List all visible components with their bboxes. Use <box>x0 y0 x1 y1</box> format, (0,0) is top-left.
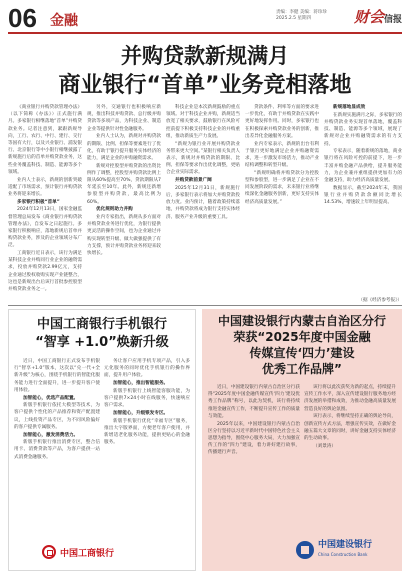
article-column-3 <box>166 104 240 294</box>
paragraph: 该行将以此次获奖为新的起点，持续提升宣传工作水平，深入宣传建设银行服务地方经济发展的举措和成效，为推动金融高质量发展营造良好的舆论氛围。 <box>304 385 396 412</box>
brand-sub: 信报 <box>383 15 402 25</box>
article-credit: （据《经济参考报》） <box>358 298 402 303</box>
main-headline-line1: 并购贷款新规满月 <box>121 44 289 68</box>
paragraph: 近日，中国建设银行内蒙古自治区分行获得“2025年度中国金融传媒宣传‘四力’建设优秀工作品牌”称号，以此为契机，该行将持续推进金融宣传工作，不断提升宣传工作的质量与效能。 <box>208 385 300 419</box>
paragraph: 业内人士表示，新规的创新突破适配了市场需求，预计银行并购贷款业务将迎来增长。 <box>8 177 82 197</box>
section-name: 金融 <box>50 13 78 29</box>
main-headline-line2: 商业银行“首单”业务竞相落地 <box>58 73 352 98</box>
paragraph: 新版手机银行上线智能客服功能，为客户提供7×24小时在线服务，快速响应客户需求。 <box>104 388 190 409</box>
paragraph: 科技企业是本次新规鼓励的重点领域。对于科技企业并购，新规适当放宽了相关要求，鼓励银行在风险可控前提下积极支持科技企业的并购重组，推动新质生产力发展。 <box>166 105 240 139</box>
paragraph: 新规对控股型并购贷款的出资比例作了调整，控股型并购贷款比例上限从60%提高至70%，贷款期限从7年延长至10年。此外，新规还新增参股型并购贷款，最高比例为60%。 <box>87 163 161 205</box>
page-number: 06 <box>8 3 37 33</box>
subheading: 加智能心，激发消费活力。 <box>23 432 79 438</box>
paragraph: 2025年以来，中国建设银行内蒙古自治区分行坚持以习近平新时代中国特色社会主义思想为指导，围绕中心服务大局，大力加强宣传工作的“四力”建设，着力讲好建行故事，传播建行声音。 <box>208 421 300 456</box>
date-line: 2025.2.5 星期四 <box>276 16 311 21</box>
masthead-logo <box>354 6 402 27</box>
subheading: 加智能心，推出智能服务。 <box>113 381 169 387</box>
ccb-title-line3: 传媒宣传‘四力’建设 <box>249 346 355 360</box>
ccb-logo <box>296 540 372 560</box>
paragraph: 2025年12月31日，新规施行后，多家银行表示将加大并购贷款投放力度。业内预计，随着政策持续落地，并购贷款将成为银行支持实体经济、服务产业升级的重要工具。 <box>166 185 240 220</box>
paragraph: 工商银行近日表示，该行为满足某科技企业并购同行业企业的融资需求，投放并购贷款2.99亿元，支持企业通过股权收购实现产业链整合，这也是新规出台后该行首批参控股型并购贷款业务之一。 <box>8 251 82 293</box>
paragraph: 另外，交通银行也积极响应新规，推出科技并购贷款、总行级并购贷款等多项产品，为科技企业、制造企业等提供针对性金融服务。 <box>87 105 161 132</box>
paragraph: 《商业银行并购贷款管理办法》（以下简称《办法》）正式施行满月。多家银行相继落地“首单”并购贷款业务。记者注意到，紧跟新规导向，工行、农行、中行、建行、交行等国有大行，以及兴业银行、浦发银行、北京银行等中小银行相继披露了新规施行后的首单并购贷款业务，这些业务覆盖科技、制造、能源等多个领域。 <box>8 105 82 175</box>
icbc-logo-icon <box>42 545 56 559</box>
icbc-logo-text: 中国工商银行 <box>60 548 115 559</box>
ccb-title-line4: 优秀工作品牌” <box>262 362 342 376</box>
ccb-column-1 <box>208 384 300 568</box>
icbc-logo <box>42 545 114 559</box>
subheading: 优化规则助力并购 <box>96 207 133 213</box>
paragraph: 新版手机银行优化“幸福专区”服务，推出大字版界面，方便老年客户使用，并新增适老化服务功能，提供更贴心的金融服务。 <box>104 418 190 446</box>
paragraph: “新规明确将并购贷款分为控股型和参股型，进一步满足了企业在不同发展阶段的需求，未来银行业将继续深化金融服务创新，更好支持实体经济高质量发展。” <box>245 170 319 205</box>
paragraph: “新规为银行业开展并购贷款业务带来更大空间。”某银行相关负责人表示，新规对并购贷款的期限、比例、担保等要求作出优化调整，更贴合企业实际需求。 <box>166 141 240 176</box>
paragraph: 数据显示，截至2024年末，我国银行业并购贷款余额同比增长14.53%，增速较上年明显提高。 <box>324 185 402 206</box>
ccb-column-2 <box>304 384 396 534</box>
ccb-title-line1: 中国建设银行内蒙古自治区分行 <box>217 314 386 328</box>
article-column-5 <box>324 104 402 294</box>
article-column-2 <box>87 104 161 294</box>
subheading: 新规落地显成效 <box>333 105 366 110</box>
ccb-title-line2: 荣获“2025年度中国金融 <box>233 330 371 344</box>
page-header <box>8 4 402 34</box>
article-column-4 <box>245 104 319 294</box>
paragraph: 该行表示，将继续坚持正确的舆论导向，创新宣传方式方法，增强宣传实效，在做好金融五篇大文章的同时，讲好金融支持实体经济的生动故事。 <box>304 414 396 441</box>
paragraph: 业内人士认为，新规对并购贷款的期限、比例、担保等要素进行了优化，有助于银行提升服务实体经济的能力，满足企业的并购融资需求。 <box>87 134 161 161</box>
paragraph: 业内专家表示，新规的出台有利于银行更好地满足企业并购融资需求，进一步激发市场活力，推动产业结构调整和转型升级。 <box>245 141 319 169</box>
paragraph: 新版手机银行依托大模型等技术，为客户提供个性化的产品推荐和资产配置建议，上线投资产品专区，为不同风险偏好的客户提供专属服务。 <box>14 403 100 430</box>
paragraph: 在新规实施满月之际，多家银行的并购贷款业务实现首单落地，覆盖科技、制造、能源等多个领域，展现了新规对企业并购融资需求的有力支持。 <box>324 112 402 147</box>
icbc-column-1 <box>14 358 100 540</box>
paragraph: 新版手机银行推出消费专区，整合信用卡、消费贷款等产品，为客户提供一站式消费金融服务。 <box>14 440 100 460</box>
article-column-1 <box>8 104 82 294</box>
paragraph: 务让客户应用手机专项产品，引入多元化服务的同时优化手机银行的操作界面，提升用户体验。 <box>104 359 190 379</box>
paragraph: （刘景涛） <box>313 443 336 449</box>
header-meta <box>276 10 327 22</box>
icbc-title-line2: “智享 +1.0”焕新升级 <box>35 335 169 350</box>
ccb-logo-icon <box>296 541 314 559</box>
subheading: 并购贷款前景广阔 <box>175 178 212 184</box>
section-divider <box>8 305 402 306</box>
subheading: 加智能心，优选产品配置。 <box>23 395 79 401</box>
paragraph: 贷款条件、利率等方面的要求进一步优化，有助于并购贷款在实践中更好地发挥作用。同时，多家银行也在积极探索并购贷款业务的创新，推出差异化金融服务方案。 <box>245 105 319 139</box>
paragraph: 2024年12月13日，国家金融监督管理总局发布《商业银行并购贷款管理办法》，自发布之日起施行。多家银行积极响应，落地新规后首单并购贷款业务，涉及的企业领域分布广泛。 <box>8 207 82 249</box>
ccb-logo-sub: China Construction Bank <box>318 552 368 557</box>
subheading: 加智能心，升级银发专区。 <box>113 410 169 416</box>
ccb-logo-text <box>318 540 372 560</box>
paragraph: 专家表示，随着新规的落地，商业银行将在风险可控的前提下，进一步丰富并购金融产品供给，提升服务能力，为企业兼并重组提供更加有力的金融支持，助力经济高质量发展。 <box>324 149 402 184</box>
paragraph: 业内专家指出，新规从多方面对并购贷款业务进行优化，为银行提供更灵活的操作空间，也为企业通过并购实现转型升级、做大做强提供了有力支撑，预计并购贷款业务将迎来较快增长。 <box>87 215 161 257</box>
ccb-logo-name: 中国建设银行 <box>318 540 373 550</box>
subheading: 多家银行积极“首单” <box>17 199 60 205</box>
icbc-title-line1: 中国工商银行手机银行 <box>36 317 167 332</box>
paragraph: 近日，中国工商银行正式发布手机银行“智享+1.0”版本，这次以“兑一代+全新升级”为核心，围绕手机银行的智能化服务能力进行全面提升，进一步提升客户使用体验。 <box>14 359 100 393</box>
icbc-column-2 <box>104 358 190 540</box>
editor-line: 责编：李健 美编：蒋珍珍 <box>276 10 327 15</box>
brand-name: 财会 <box>353 8 384 26</box>
